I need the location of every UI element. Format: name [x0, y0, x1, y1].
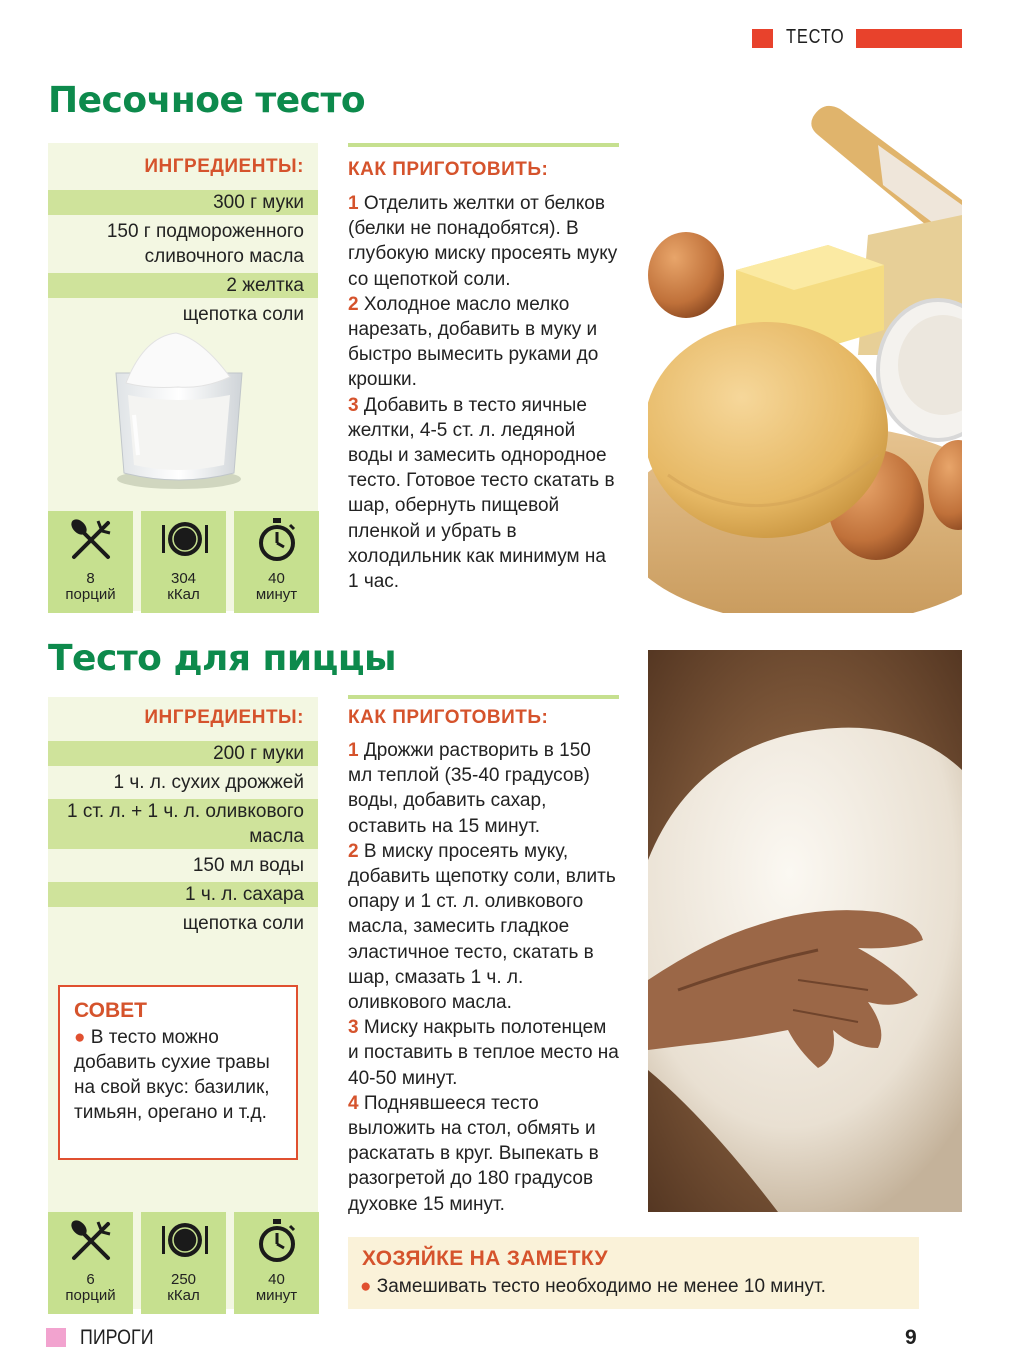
time-stat: [234, 511, 319, 613]
recipe-stats: [48, 511, 318, 613]
recipe-title-shortcrust: Песочное тесто: [48, 80, 366, 121]
ingredient-item: 150 мл воды: [192, 855, 304, 876]
servings-unit: порций: [65, 1287, 116, 1304]
tip-text: ● В тесто можно добавить сухие травы на свой вкус: базилик, тимьян, орегано и т.д.: [74, 1027, 270, 1123]
section-label: ТЕСТО: [786, 26, 845, 48]
ingredient-item: 2 желтка: [48, 273, 318, 298]
method-step: 1 Отделить желтки от белков (белки не понадобятся). В глубокую миску просеять муку со щепоткой соли.: [348, 193, 618, 290]
method-step: 2 Холодное масло мелко нарезать, добавить в муку и быстро вымесить руками до крошки.: [348, 293, 599, 391]
calories-stat: [141, 511, 226, 613]
footer-marker: [46, 1328, 66, 1347]
fork-knife-icon: [68, 517, 114, 563]
servings-value: 6: [86, 1271, 95, 1288]
ingredient-item: 150 г подмороженного сливочного масла: [106, 221, 304, 267]
page-number: 9: [905, 1326, 917, 1349]
method-step: 4 Поднявшееся тесто выложить на стол, обмять и раскатать в круг. Выпекать в разогретой до 180 градусов духовке 15 минут.: [348, 1092, 599, 1215]
method-steps: [348, 191, 620, 594]
servings-unit: порций: [65, 586, 116, 603]
servings-stat: [48, 511, 133, 613]
header-bar: [856, 29, 962, 48]
ingredient-item: щепотка соли: [182, 304, 304, 325]
plate-icon: [161, 517, 209, 563]
ingredient-item: 300 г муки: [48, 190, 318, 215]
calories-unit: кКал: [167, 1287, 200, 1304]
method-step: 3 Миску накрыть полотенцем и поставить в теплое место на 40-50 минут.: [348, 1017, 619, 1089]
time-stat: [234, 1212, 319, 1314]
method-rule: [348, 143, 619, 147]
tip-title: СОВЕТ: [74, 999, 147, 1022]
kneading-photo: [648, 650, 962, 1212]
bullet-icon: ●: [74, 1027, 86, 1048]
fork-knife-icon: [68, 1218, 114, 1264]
servings-value: 8: [86, 570, 95, 587]
stopwatch-icon: [254, 517, 300, 563]
ingredients-heading: ИНГРЕДИЕНТЫ:: [144, 707, 304, 728]
time-unit: минут: [255, 586, 298, 603]
time-value: 40: [268, 1271, 285, 1288]
method-steps: [348, 738, 620, 1217]
tip-box: [58, 985, 298, 1160]
time-unit: минут: [255, 1287, 298, 1304]
ingredient-item: щепотка соли: [182, 913, 304, 934]
plate-icon: [161, 1218, 209, 1264]
stopwatch-icon: [254, 1218, 300, 1264]
ingredient-item: 1 ч. л. сухих дрожжей: [113, 772, 304, 793]
calories-value: 304: [170, 570, 197, 587]
calories-value: 250: [170, 1271, 197, 1288]
ingredient-item: 1 ч. л. сахара: [48, 882, 318, 907]
calories-unit: кКал: [167, 586, 200, 603]
servings-stat: [48, 1212, 133, 1314]
ingredient-item: 200 г муки: [48, 741, 318, 766]
note-title: ХОЗЯЙКЕ НА ЗАМЕТКУ: [362, 1247, 608, 1270]
bullet-icon: ●: [360, 1276, 372, 1297]
method-heading: КАК ПРИГОТОВИТЬ:: [348, 707, 549, 728]
housewife-note: [348, 1237, 919, 1309]
footer-section-label: ПИРОГИ: [80, 1326, 154, 1349]
time-value: 40: [268, 570, 285, 587]
calories-stat: [141, 1212, 226, 1314]
method-step: 2 В миску просеять муку, добавить щепотку соли, влить опару и 1 ст. л. оливкового масла, замесить гладкое эластичное тесто, скатать в шар, смазать 1 ч. л. оливкового масла.: [348, 840, 616, 1014]
method-rule: [348, 695, 619, 699]
method-step: 3 Добавить в тесто яичные желтки, 4-5 ст. л. ледяной воды и замесить однородное тесто. Готовое тесто скатать в шар, обернуть пищевой пленкой и убрать в холодильник как минимум на 1 час.: [348, 394, 615, 593]
flour-glass-image: [104, 325, 254, 495]
ingredients-heading: ИНГРЕДИЕНТЫ:: [144, 156, 304, 177]
note-text: ● Замешивать тесто необходимо не менее 10 минут.: [360, 1276, 826, 1297]
dough-photo: [648, 95, 962, 613]
method-heading: КАК ПРИГОТОВИТЬ:: [348, 159, 549, 180]
recipe-stats: [48, 1212, 318, 1314]
header-marker: [752, 29, 773, 48]
method-step: 1 Дрожжи растворить в 150 мл теплой (35-40 градусов) воды, добавить сахар, оставить на 15 минут.: [348, 740, 591, 837]
ingredient-item: 1 ст. л. + 1 ч. л. оливкового масла: [48, 799, 318, 849]
recipe-title-pizza: Тесто для пиццы: [48, 638, 397, 679]
